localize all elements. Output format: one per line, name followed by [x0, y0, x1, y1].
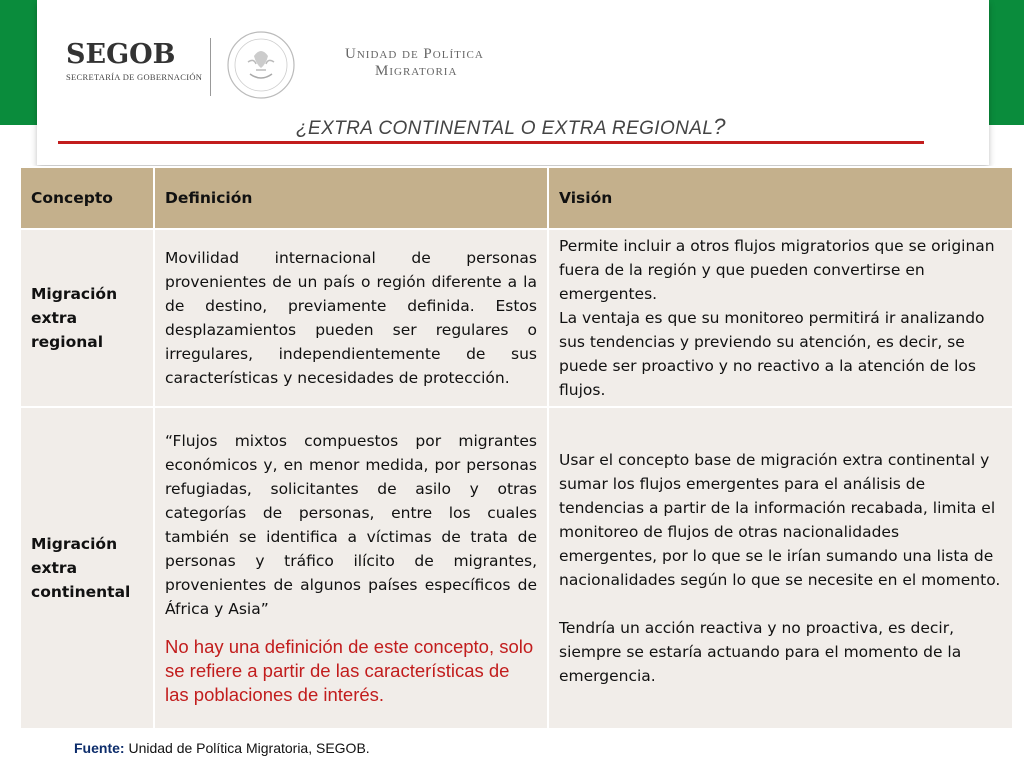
flag-green-band-right [989, 0, 1024, 125]
header-concepto: Concepto [20, 167, 154, 229]
concept-cell: Migración extra regional [20, 229, 154, 407]
vision-paragraph: Tendría un acción reactiva y no proactiva, es decir, siempre se estaría actuando para el momento de la emergencia. [559, 619, 962, 685]
segob-wordmark: SEGOB [66, 39, 176, 70]
vision-cell [548, 229, 1013, 407]
concepts-table [19, 166, 1014, 730]
definition-quote: “Flujos mixtos compuestos por migrantes económicos y, en menor medida, por personas refugiadas, solicitantes de asilo y otras categorías de personas, entre los cuales también se identifica a víctimas de trata de personas y tráfico ilícito de migrantes, provenientes de algunos países específicos de África y Asia” [165, 432, 537, 618]
source-label: Fuente: [74, 740, 125, 756]
unit-name-line1: Unidad de Política [345, 46, 484, 62]
logo-divider [210, 38, 211, 96]
mexican-coat-of-arms-icon [226, 30, 296, 100]
definition-cell: Movilidad internacional de personas provenientes de un país o región diferente a la de destino, previamente definida. Estos desplazamientos pueden ser regulares o irregulares, independientemente de sus características y necesidades de protección. [154, 229, 548, 407]
unit-name [345, 46, 484, 80]
definition-cell [154, 407, 548, 729]
title-underline [58, 141, 924, 144]
flag-green-band-left [0, 0, 37, 125]
table-row [20, 407, 1013, 729]
segob-subtitle: SECRETARÍA DE GOBERNACIÓN [66, 72, 203, 82]
source-text: Unidad de Política Migratoria, SEGOB. [124, 740, 370, 756]
header-definicion: Definición [154, 167, 548, 229]
slide-title-question-mark: ? [713, 114, 726, 139]
table-header-row [20, 167, 1013, 229]
concept-cell: Migración extra continental [20, 407, 154, 729]
vision-paragraph: Permite incluir a otros flujos migratorios que se originan fuera de la región y que pueden convertirse en emergentes. [559, 237, 995, 303]
definition-note: No hay una definición de este concepto, solo se refiere a partir de las características de las poblaciones de interés. [165, 636, 534, 705]
slide-title [296, 114, 726, 140]
header-vision: Visión [548, 167, 1013, 229]
segob-logo [66, 40, 202, 82]
slide-title-text: ¿EXTRA CONTINENTAL O EXTRA REGIONAL [296, 118, 714, 139]
vision-paragraph: Usar el concepto base de migración extra continental y sumar los flujos emergentes para el análisis de tendencias a partir de la información recabada, limita el monitoreo de flujos de otras nacionalidades emergentes, por lo que se le irían sumando una lista de nacionalidades según lo que se necesite en el momento. [559, 451, 1001, 589]
vision-paragraph: La ventaja es que su monitoreo permitirá ir analizando sus tendencias y previendo su atención, es decir, se puede ser proactivo y no reactivo a la atención de los flujos. [559, 309, 985, 399]
table-row [20, 229, 1013, 407]
source-footer [74, 740, 370, 756]
unit-name-line2: Migratoria [375, 63, 458, 79]
vision-cell [548, 407, 1013, 729]
